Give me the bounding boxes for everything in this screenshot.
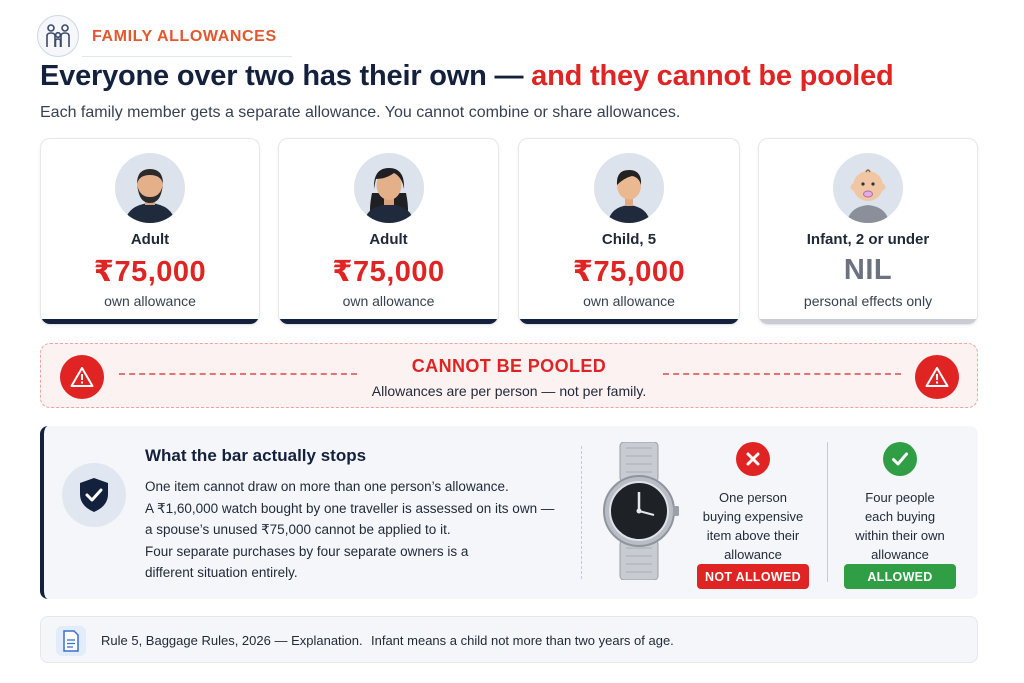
- member-note: own allowance: [342, 293, 435, 309]
- case-line: One person: [719, 490, 787, 505]
- bar-section-title: What the bar actually stops: [145, 446, 367, 465]
- shield-check-icon: [62, 463, 126, 527]
- card-accent-bar: [519, 319, 739, 324]
- member-card-adult-man: [40, 138, 260, 325]
- title-main: Everyone over two has their own —: [40, 60, 524, 92]
- page-subtitle: Each family member gets a separate allowance. You cannot combine or share allowances.: [40, 104, 681, 121]
- not-allowed-case: [688, 442, 818, 564]
- bar-section-text: [145, 476, 575, 584]
- card-accent-bar: [759, 319, 977, 324]
- member-amount: ₹75,000: [93, 256, 207, 288]
- bar-text-line: One item cannot draw on more than one person’s allowance.: [145, 479, 509, 494]
- bar-text-line: Four separate purchases by four separate owners is a: [145, 543, 469, 559]
- case-line: allowance: [724, 547, 782, 562]
- card-accent-bar: [41, 319, 259, 324]
- case-line: Four people: [865, 490, 935, 505]
- bar-text-line: A ₹1,60,000 watch bought by one traveller is assessed on its own —: [145, 500, 555, 516]
- family-icon: [37, 15, 79, 57]
- bar-text-line: a spouse’s unused ₹75,000 cannot be applied to it.: [145, 522, 451, 537]
- check-icon: [883, 442, 917, 476]
- cannot-be-pooled-banner: [40, 343, 978, 408]
- card-accent-bar: [279, 319, 498, 324]
- not-allowed-badge: NOT ALLOWED: [697, 564, 809, 589]
- case-divider: [827, 442, 828, 582]
- bar-explanation-panel: [40, 426, 978, 599]
- allowed-badge: ALLOWED: [844, 564, 956, 589]
- section-eyebrow: FAMILY ALLOWANCES: [92, 28, 277, 45]
- child-avatar-icon: [594, 153, 664, 223]
- man-avatar-icon: [115, 153, 185, 223]
- member-card-adult-woman: [278, 138, 499, 325]
- title-accent: and they cannot be pooled: [531, 60, 894, 92]
- case-line: allowance: [871, 547, 929, 562]
- banner-dash-right: [663, 373, 901, 375]
- page-title: [40, 60, 894, 93]
- member-card-infant: [758, 138, 978, 325]
- member-card-child: [518, 138, 740, 325]
- not-allowed-description: [688, 488, 818, 564]
- warning-icon: [915, 355, 959, 399]
- member-amount: NIL: [843, 254, 893, 286]
- member-label: Child, 5: [601, 231, 657, 248]
- member-amount: ₹75,000: [332, 256, 445, 288]
- member-label: Adult: [130, 231, 170, 248]
- footer-definition: Infant means a child not more than two years of age.: [371, 633, 674, 648]
- allowed-description: [835, 488, 965, 564]
- case-line: buying expensive: [702, 509, 804, 524]
- banner-subtitle: Allowances are per person — not per family.: [371, 383, 647, 399]
- member-amount: ₹75,000: [572, 256, 686, 288]
- wristwatch-image: [598, 442, 680, 580]
- case-line: each buying: [864, 509, 936, 524]
- member-note: personal effects only: [803, 293, 933, 309]
- infant-avatar-icon: [833, 153, 903, 223]
- source-footer: [40, 616, 978, 663]
- member-note: own allowance: [104, 293, 196, 309]
- case-line: within their own: [855, 528, 945, 543]
- document-icon: [56, 626, 86, 656]
- section-divider: [581, 446, 582, 579]
- woman-avatar-icon: [354, 153, 424, 223]
- banner-title: CANNOT BE POOLED: [411, 356, 607, 376]
- member-label: Infant, 2 or under: [806, 231, 930, 248]
- bar-text-line: different situation entirely.: [145, 565, 298, 580]
- footer-source: Rule 5, Baggage Rules, 2026 — Explanation.: [101, 633, 363, 648]
- cross-icon: [736, 442, 770, 476]
- member-note: own allowance: [583, 293, 675, 309]
- member-label: Adult: [369, 231, 408, 248]
- case-line: item above their: [706, 528, 800, 543]
- header-divider: [82, 56, 292, 57]
- allowed-case: [835, 442, 965, 564]
